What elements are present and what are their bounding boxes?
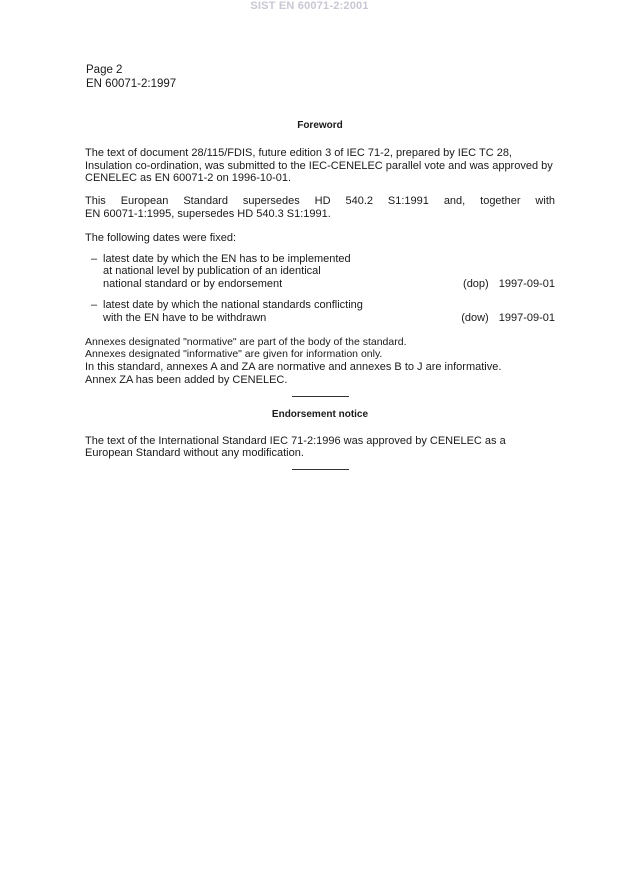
- foreword-paragraph-1: The text of document 28/115/FDIS, future edition 3 of IEC 71-2, prepared by IEC TC 28, Insulation co-ordination, was submitted to the IEC-CENELEC parallel vote and was approved by CENELEC as EN 60071-2 on 1996-10-01.: [85, 146, 553, 185]
- document-reference: EN 60071-2:1997: [86, 78, 177, 90]
- foreword-heading: Foreword: [297, 120, 343, 131]
- dop-line-1: latest date by which the EN has to be implemented: [103, 252, 351, 265]
- endorsement-heading: Endorsement notice: [271, 408, 369, 420]
- list-dash: –: [91, 298, 98, 311]
- page-header: [86, 63, 176, 91]
- dow-code: (dow): [461, 311, 489, 324]
- page-label: Page 2: [86, 64, 123, 76]
- dates-intro: The following dates were fixed:: [85, 231, 237, 244]
- dates-list: [85, 253, 555, 325]
- dop-date: 1997-09-01: [498, 278, 555, 291]
- list-item-dop: [85, 253, 555, 291]
- foreword-paragraph-2-line-2: EN 60071-1:1995, supersedes HD 540.3 S1:1991.: [85, 207, 331, 220]
- dop-line-3: national standard or by endorsement: [103, 278, 283, 291]
- annex-notes: [85, 336, 555, 387]
- dop-line-2: at national level by publication of an identical: [103, 265, 321, 278]
- watermark: SIST EN 60071-2:2001: [250, 0, 369, 12]
- dow-line-1: latest date by which the national standards conflicting: [103, 298, 363, 311]
- annex-line-1: Annexes designated "normative" are part of the body of the standard.: [85, 335, 407, 348]
- annex-line-4: Annex ZA has been added by CENELEC.: [85, 373, 288, 386]
- dop-code: (dop): [463, 278, 489, 291]
- dow-line-2: with the EN have to be withdrawn: [103, 311, 267, 324]
- annex-line-2: Annexes designated "informative" are given for information only.: [85, 348, 383, 361]
- section-divider: [292, 469, 349, 470]
- list-item-dow: [85, 299, 555, 325]
- section-divider: [292, 396, 349, 397]
- endorsement-text: The text of the International Standard IEC 71-2:1996 was approved by CENELEC as a European Standard without any modification.: [85, 434, 506, 460]
- annex-line-3: In this standard, annexes A and ZA are normative and annexes B to J are informative.: [85, 361, 502, 374]
- dow-date: 1997-09-01: [498, 311, 555, 324]
- list-dash: –: [91, 252, 98, 265]
- foreword-paragraph-2-line-1: This European Standard supersedes HD 540.2 S1:1991 and, together with: [85, 195, 555, 208]
- page-content: [85, 120, 555, 470]
